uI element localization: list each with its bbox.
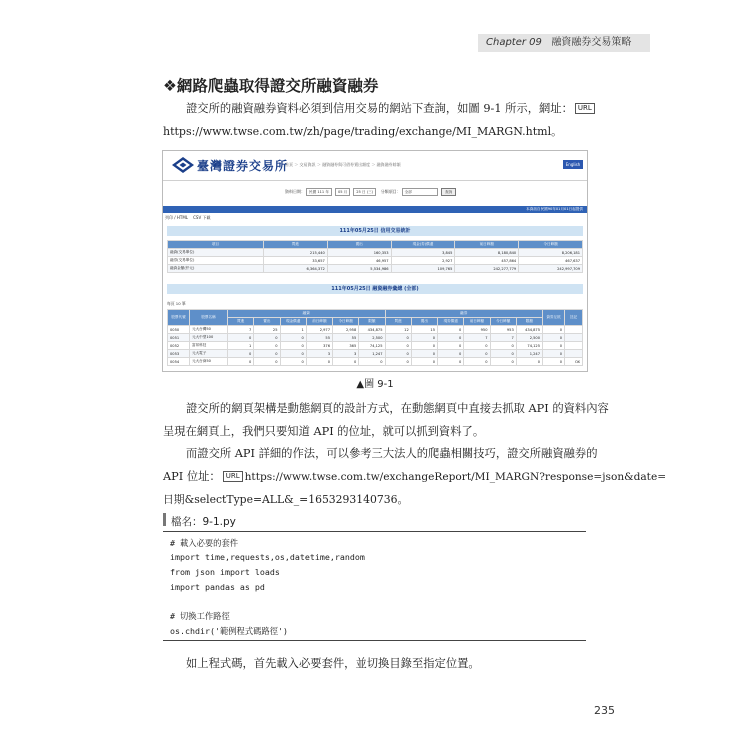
table-cell: 457,864 [455, 257, 519, 265]
print-html-link[interactable]: 列印 / HTML [165, 215, 189, 220]
table-cell: 0 [543, 358, 565, 366]
table-row [168, 350, 583, 358]
para1-text: 證交所的融資融券資料必須到信用交易的網站下查詢，如圖 9-1 所示，網址： [186, 102, 573, 115]
table2-header[interactable]: 股票代號 [168, 310, 190, 326]
page-number: 235 [594, 704, 615, 717]
table2-body [168, 326, 583, 366]
para3-api-url: https://www.twse.com.tw/exchangeReport/MI_MARGN?response=json&date= [244, 471, 667, 483]
table2-subheader[interactable]: 賣出 [411, 318, 437, 326]
table-cell: 0 [543, 326, 565, 334]
day-select[interactable]: 25 日 (三) [353, 188, 376, 196]
table-cell: 950 [464, 326, 490, 334]
table-cell: 242,277,779 [455, 265, 519, 273]
table-cell: 0 [385, 350, 411, 358]
table-cell: 33,657 [264, 257, 328, 265]
table-cell: 1,247 [359, 350, 385, 358]
table-cell: 25 [254, 326, 280, 334]
table-cell: 0 [385, 358, 411, 366]
table-cell: 3,845 [391, 249, 455, 257]
table-cell: 0051 [168, 334, 190, 342]
table-cell: 0 [254, 334, 280, 342]
table-cell: 元大台灣50 [190, 326, 228, 334]
query-button[interactable]: 查詢 [441, 188, 456, 196]
code-bottom-rule [163, 640, 586, 641]
table-cell: 3 [333, 350, 359, 358]
table-cell: 55 [333, 334, 359, 342]
year-select[interactable]: 民國 111 年 [306, 188, 332, 196]
table-cell: 0 [438, 342, 464, 350]
url-badge: URL [223, 471, 243, 482]
table2-subheader[interactable]: 現金償還 [280, 318, 306, 326]
table2-subheader[interactable]: 今日餘額 [333, 318, 359, 326]
table-cell: 0 [411, 342, 437, 350]
table-cell: 0 [464, 342, 490, 350]
table-cell: 0 [411, 358, 437, 366]
table-cell: 0 [254, 358, 280, 366]
table-row [168, 265, 583, 273]
info-bar: 本資訊自民國90年01月01日起提供 [163, 206, 587, 213]
figure-9-1-screenshot [162, 150, 588, 372]
table2-subheader[interactable]: 買進 [228, 318, 254, 326]
credit-stats-table [167, 240, 583, 273]
section-title: ❖網路爬蟲取得證交所融資融券 [163, 77, 379, 95]
table-row [168, 358, 583, 366]
table-row [168, 257, 583, 265]
table-cell: 0 [543, 342, 565, 350]
table-cell: 元大台商50 [190, 358, 228, 366]
date-label: 資料日期： [285, 189, 305, 194]
para4: 如上程式碼，首先載入必要套件，並切換目錄至指定位置。 [186, 657, 480, 670]
table-cell: 1,247 [516, 350, 542, 358]
table2-subheader[interactable]: 現券償還 [438, 318, 464, 326]
table-cell [565, 334, 583, 342]
table-cell: 0 [333, 358, 359, 366]
table1-header[interactable]: 項目 [168, 241, 264, 249]
table-cell: 0 [254, 342, 280, 350]
table1-header[interactable]: 今日餘額 [519, 241, 583, 249]
table-cell: 0053 [168, 350, 190, 358]
filename-marker [163, 513, 166, 526]
table-cell: 0 [490, 350, 516, 358]
table-cell: 0 [516, 358, 542, 366]
table-cell: 5,534,986 [327, 265, 391, 273]
table-cell: 0 [464, 350, 490, 358]
table-cell [565, 350, 583, 358]
table-cell: 376 [306, 342, 332, 350]
table-cell: 0 [411, 350, 437, 358]
para3-line1: 而證交所 API 詳細的作法，可以參考三大法人的爬蟲相關技巧，證交所融資融券的 [186, 447, 598, 460]
table-cell: 0 [280, 334, 306, 342]
table-cell: 融券(交易單位) [168, 257, 264, 265]
para1-url: https://www.twse.com.tw/zh/page/trading/exchange/MI_MARGN.html。 [163, 125, 563, 138]
table-cell: 15 [411, 326, 437, 334]
table-cell: 0 [306, 358, 332, 366]
table-cell: 0052 [168, 342, 190, 350]
table-cell: 元大電子 [190, 350, 228, 358]
table2-header[interactable]: 註記 [565, 310, 583, 326]
table-cell: 160,353 [327, 249, 391, 257]
table1-header-row [168, 241, 583, 249]
table2-subheader[interactable]: 賣出 [254, 318, 280, 326]
table1-header[interactable]: 買進 [264, 241, 328, 249]
table2-header[interactable]: 資券互抵 [543, 310, 565, 326]
para1-line1 [186, 97, 597, 120]
table-cell: 0 [228, 334, 254, 342]
category-label: 分類項目： [380, 189, 401, 194]
table-cell: 1 [280, 326, 306, 334]
running-header [478, 34, 650, 52]
table-cell: 2,927 [391, 257, 455, 265]
table2-subheader[interactable]: 限額 [359, 318, 385, 326]
para3-line2 [163, 465, 666, 489]
download-links [165, 215, 210, 221]
url-badge: URL [575, 103, 595, 114]
table-cell: 0 [438, 358, 464, 366]
table-cell: 0 [359, 358, 385, 366]
query-form [163, 187, 587, 197]
table-cell: 6,364,372 [264, 265, 328, 273]
table-cell: 0 [464, 358, 490, 366]
table-cell: 467,637 [519, 257, 583, 265]
table2-subheader[interactable]: 前日餘額 [306, 318, 332, 326]
table-cell: 元大中型100 [190, 334, 228, 342]
table-cell: 74,125 [516, 342, 542, 350]
table1-header[interactable]: 現金(券)償還 [391, 241, 455, 249]
table-cell: 0 [543, 350, 565, 358]
table-row [168, 326, 583, 334]
table-cell: 0 [543, 334, 565, 342]
breadcrumb[interactable]: 首頁 ＞ 交易資訊 ＞ 融資融券與可借券賣出額度 ＞ 融資融券餘額 [285, 162, 401, 167]
table1-header[interactable]: 賣出 [327, 241, 391, 249]
table-cell: 融資(交易單位) [168, 249, 264, 257]
figure-caption: ▲圖 9-1 [356, 379, 394, 390]
table-row [168, 334, 583, 342]
code-line: from json import loads [170, 567, 280, 577]
table-cell: 7 [228, 326, 254, 334]
table-cell: 0 [438, 334, 464, 342]
para3-api-label: API 位址： [163, 470, 221, 483]
table-cell: 7 [490, 334, 516, 342]
code-filename: 檔名：9-1.py [171, 516, 236, 528]
table-cell: 8,206,181 [519, 249, 583, 257]
table-cell: 109,765 [391, 265, 455, 273]
table2-subheader[interactable]: 限額 [516, 318, 542, 326]
table-cell: 74,125 [359, 342, 385, 350]
table-row [168, 249, 583, 257]
chapter-title: 融資融券交易策略 [551, 37, 632, 48]
table-cell: 434,875 [516, 326, 542, 334]
table-cell: 1 [228, 342, 254, 350]
table-cell: 0 [280, 358, 306, 366]
table2-subheader[interactable]: 前日餘額 [464, 318, 490, 326]
category-select[interactable]: 全部 [402, 188, 438, 196]
table2-header: 融券 [385, 310, 543, 318]
site-name: 臺灣證券交易所 [197, 159, 289, 173]
para3-line3: 日期&selectType=ALL&_=1653293140736。 [163, 493, 409, 506]
code-top-rule [163, 531, 586, 532]
twse-logo-icon [171, 156, 195, 174]
code-line: import pandas as pd [170, 582, 265, 592]
table-cell: 12 [385, 326, 411, 334]
table-cell: 0 [254, 350, 280, 358]
english-button[interactable]: English [563, 160, 583, 169]
table2-header: 融資 [228, 310, 386, 318]
chapter-label: Chapter 09 [486, 37, 542, 48]
table-cell: 0 [280, 342, 306, 350]
table-cell: 3 [306, 350, 332, 358]
table-cell: 0 [411, 334, 437, 342]
table-cell: 953 [490, 326, 516, 334]
para2-line2: 呈現在網頁上，我們只要知道 API 的位址，就可以抓到資料了。 [163, 425, 485, 438]
table-cell: 55 [306, 334, 332, 342]
code-line: import time,requests,os,datetime,random [170, 552, 365, 562]
table2-title: 111年05月25日 融資融券彙總 (全部) [167, 284, 583, 294]
table-cell: 2,977 [306, 326, 332, 334]
table-cell: 8,180,840 [455, 249, 519, 257]
table-cell: 0 [385, 334, 411, 342]
code-line: # 載入必要的套件 [170, 538, 239, 548]
table-cell: 0054 [168, 358, 190, 366]
code-line: # 切換工作路徑 [170, 611, 230, 621]
table-cell: 0 [490, 342, 516, 350]
para2-line1: 證交所的網頁架構是動態網頁的設計方式，在動態網頁中直接去抓取 API 的資料內容 [186, 402, 609, 415]
table-cell: 富邦科技 [190, 342, 228, 350]
table-cell: 434,875 [359, 326, 385, 334]
table-cell [565, 326, 583, 334]
table-cell: 0 [280, 350, 306, 358]
table-cell: 融資金額(仟元) [168, 265, 264, 273]
table-cell: 0 [385, 342, 411, 350]
table-cell: OX [565, 358, 583, 366]
table-cell: 0050 [168, 326, 190, 334]
code-line: os.chdir('範例程式碼路徑') [170, 626, 289, 636]
table2-group-header-row [168, 310, 583, 318]
twse-header [163, 151, 587, 181]
table-cell: 0 [228, 358, 254, 366]
table-cell: 7 [464, 334, 490, 342]
csv-download-link[interactable]: CSV 下載 [193, 215, 211, 220]
table-row [168, 342, 583, 350]
table2-subheader[interactable]: 買進 [385, 318, 411, 326]
table-cell: 0 [438, 326, 464, 334]
table-cell: 2,500 [516, 334, 542, 342]
table2-subheader[interactable]: 今日餘額 [490, 318, 516, 326]
table-cell [565, 342, 583, 350]
per-page-select[interactable]: 每頁 10 筆 [167, 301, 186, 306]
table-cell: 215,440 [264, 249, 328, 257]
table-cell: 0 [438, 350, 464, 358]
table-cell: 242,997,709 [519, 265, 583, 273]
table1-header[interactable]: 前日餘額 [455, 241, 519, 249]
table-cell: 2,958 [333, 326, 359, 334]
table2-sub-header-row [168, 318, 583, 326]
table-cell: 2,500 [359, 334, 385, 342]
table-cell: 365 [333, 342, 359, 350]
table2-header[interactable]: 股票名稱 [190, 310, 228, 326]
table-cell: 0 [228, 350, 254, 358]
table-cell: 46,957 [327, 257, 391, 265]
table-cell: 0 [490, 358, 516, 366]
month-select[interactable]: 05 月 [335, 188, 350, 196]
table1-title: 111年05月25日 信用交易統計 [167, 226, 583, 236]
margin-summary-table [167, 309, 583, 366]
